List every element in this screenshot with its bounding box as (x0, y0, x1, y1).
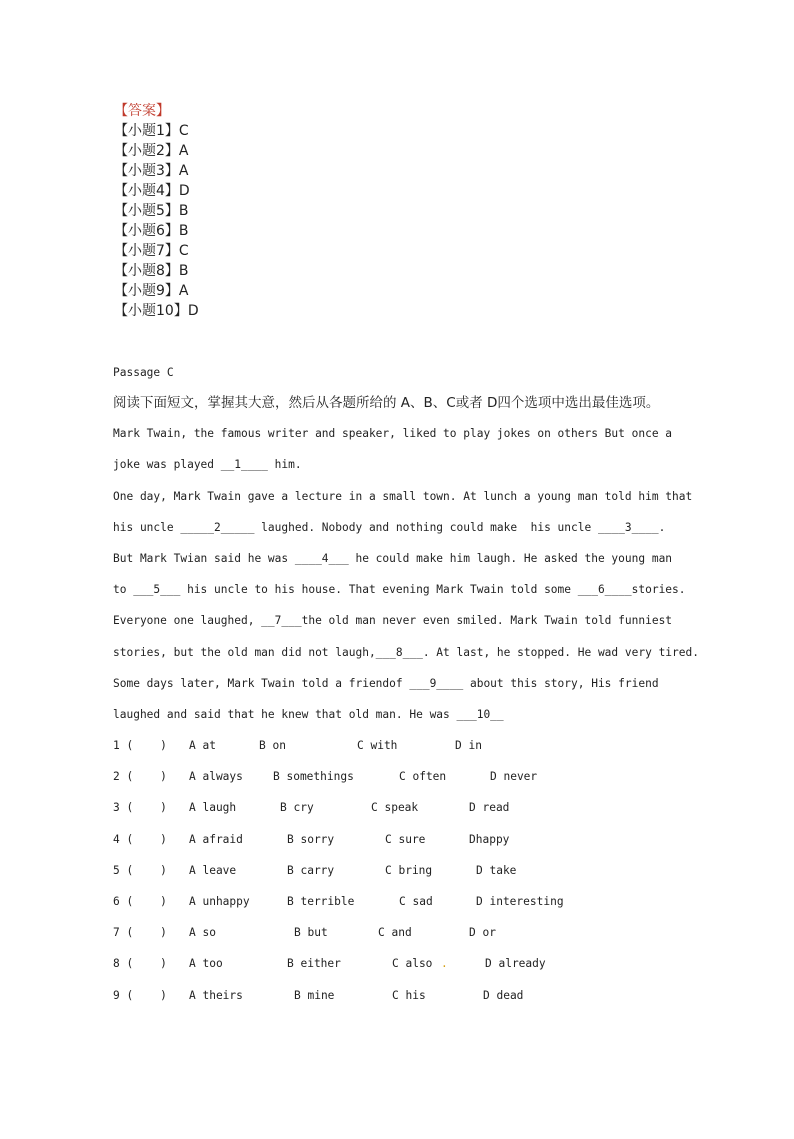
answer-heading: 【答案】 (114, 103, 170, 119)
option-b: B either (287, 957, 341, 971)
option-d: D already (485, 957, 546, 971)
question-number: 9 ( ) (113, 988, 167, 1002)
question-number: 4 ( ) (113, 832, 167, 846)
passage-section (113, 362, 699, 1016)
question-number: 6 ( ) (113, 895, 167, 908)
question-row (113, 985, 688, 1016)
question-row (113, 953, 688, 984)
option-a: A at (189, 739, 216, 753)
option-a: A too (189, 957, 223, 971)
passage-line: But Mark Twian said he was ____4___ he could make him laugh. He asked the young man (113, 551, 673, 565)
passage-line: to ___5___ his uncle to his house. That evening Mark Twain told some ___6____stories. (113, 583, 686, 597)
answer-item: 【小题2】A (114, 143, 189, 159)
passage-line: Some days later, Mark Twain told a friendof ___9____ about this story, His friend (113, 676, 659, 690)
option-c: C with (357, 739, 398, 753)
question-number: 8 ( ) (113, 957, 167, 971)
passage-instruction: 阅读下面短文，掌握其大意，然后从各题所给的 A、B、C或者 D四个选项中选出最佳选项。 (113, 395, 660, 411)
passage-line: joke was played __1____ him. (113, 458, 302, 472)
answer-item: 【小题6】B (114, 223, 189, 239)
passage-title: Passage C (113, 366, 174, 379)
option-b: B cry (280, 801, 314, 815)
option-a: A theirs (189, 988, 243, 1002)
passage-line: Mark Twain, the famous writer and speaker, liked to play jokes on others But once a (113, 427, 673, 441)
option-a: A always (189, 770, 243, 784)
question-row (113, 860, 688, 891)
question-row (113, 766, 688, 797)
option-d: D never (490, 770, 538, 784)
option-d: D dead (483, 988, 524, 1002)
option-b: B carry (287, 863, 335, 877)
question-row (113, 891, 688, 922)
passage-line: his uncle _____2_____ laughed. Nobody and nothing could make his uncle ____3____. (113, 520, 666, 534)
option-d: Dhappy (469, 832, 510, 846)
answer-item: 【小题7】C (114, 243, 189, 259)
option-b: B mine (294, 988, 335, 1002)
option-b: B on (259, 739, 286, 753)
answer-item: 【小题8】B (114, 263, 189, 279)
answer-item: 【小题9】A (114, 283, 189, 299)
option-a: A afraid (189, 832, 243, 846)
answer-item: 【小题3】A (114, 163, 189, 179)
option-b: B terrible (287, 895, 355, 908)
option-a: A so (189, 926, 216, 940)
option-d: D in (455, 739, 482, 753)
passage-line: laughed and said that he knew that old man. He was ___10__ (113, 707, 504, 721)
question-row (113, 829, 688, 860)
question-number: 3 ( ) (113, 801, 167, 815)
option-b: B but (294, 926, 328, 940)
passage-line: Everyone one laughed, __7___the old man never even smiled. Mark Twain told funniest (113, 614, 673, 628)
option-a: A laugh (189, 801, 237, 815)
option-c: C sure (385, 832, 426, 846)
question-row (113, 735, 688, 766)
option-b: B sorry (287, 832, 335, 846)
option-d: D take (476, 863, 517, 877)
passage-line: One day, Mark Twain gave a lecture in a small town. At lunch a young man told him that (113, 489, 693, 503)
answer-section (114, 101, 199, 321)
option-d: D interesting (476, 895, 564, 908)
answer-item: 【小题4】D (114, 183, 190, 199)
passage-line: stories, but the old man did not laugh,___8___. At last, he stopped. He wad very tired. (113, 645, 699, 659)
option-d: D or (469, 926, 496, 940)
answer-item: 【小题1】C (114, 123, 189, 139)
answer-item: 【小题5】B (114, 203, 189, 219)
option-c: C his (392, 988, 426, 1002)
option-a: A unhappy (189, 895, 250, 908)
question-number: 1 ( ) (113, 739, 167, 753)
question-row (113, 797, 688, 828)
option-a: A leave (189, 863, 237, 877)
question-number: 2 ( ) (113, 770, 167, 784)
option-c: C and (378, 926, 412, 940)
answer-item: 【小题10】D (114, 303, 199, 319)
option-d: D read (469, 801, 510, 815)
option-c: C bring (385, 863, 433, 877)
question-row (113, 922, 688, 953)
option-b: B somethings (273, 770, 354, 784)
option-c: C also (392, 957, 433, 971)
stray-dot: . (441, 957, 448, 971)
option-c: C sad (399, 895, 433, 908)
option-c: C often (399, 770, 447, 784)
question-number: 7 ( ) (113, 926, 167, 940)
option-c: C speak (371, 801, 419, 815)
question-number: 5 ( ) (113, 863, 167, 877)
